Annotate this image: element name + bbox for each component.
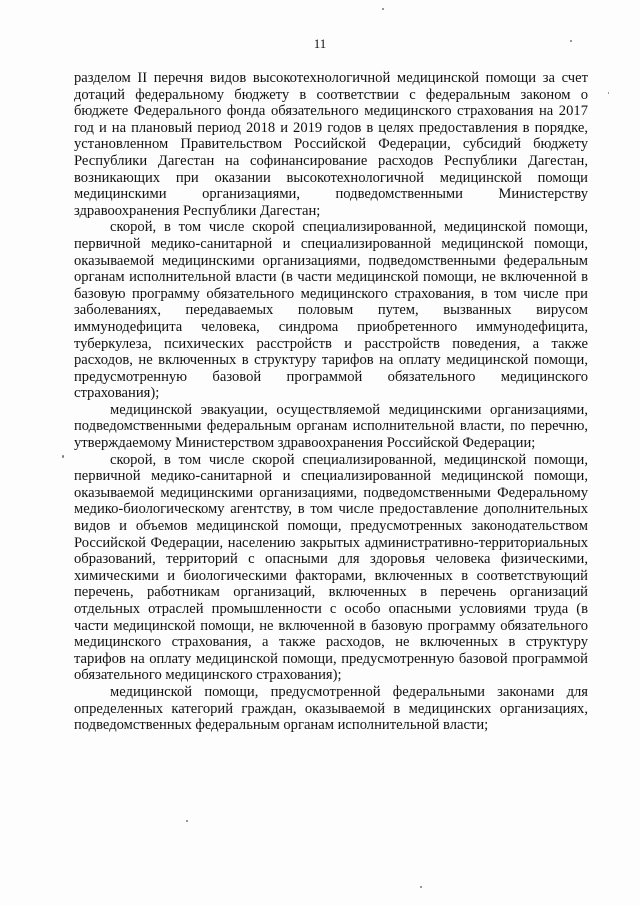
scan-speck [570, 40, 572, 42]
paragraph-medical-evacuation: медицинской эвакуации, осуществляемой медицинскими организациями, подведомственными федеральным органам исполнительной власти, по перечню, утверждаемому Министерством здравоохранения Российской Федерации; [74, 401, 588, 452]
scan-speck [420, 886, 422, 888]
paragraph-ambulance-federal: скорой, в том числе скорой специализированной, медицинской помощи, первичной медико-санитарной и специализированной медицинской помощи, оказываемой медицинскими организациями, подведомственными федеральным органам исполнительной власти (в части медицинской помощи, не включенной в базовую программу обязательного медицинского страхования, в том числе при заболеваниях, передаваемых половым путем, вызванных вирусом иммунодефицита человека, синдрома приобретенного иммунодефицита, туберкулеза, психических расстройств и расстройств поведения, а также расходов, не включенных в структуру тарифов на оплату медицинской помощи, предусмотренную базовой программой обязательного медицинского страхования); [74, 219, 588, 402]
scan-speck [186, 820, 188, 822]
document-body [74, 70, 588, 734]
page-number: 11 [313, 36, 327, 51]
paragraph-fmba: скорой, в том числе скорой специализированной, медицинской помощи, первичной медико-санитарной и специализированной медицинской помощи, оказываемой медицинскими организациями, подведомственными Федеральному медико-биологическому агентству, в том числе предоставление дополнительных видов и объемов медицинской помощи, предусмотренных законодательством Российской Федерации, населению закрытых административно-территориальных образований, территорий с опасными для здоровья человека физическими, химическими и биологическими факторами, включенных в соответствующий перечень, работникам организаций, включенных в перечень организаций отдельных отраслей промышленности с особо опасными условиями труда (в части медицинской помощи, не включенной в базовую программу обязательного медицинского страхования, а также расходов, не включенных в структуру тарифов на оплату медицинской помощи, предусмотренную базовой программой обязательного медицинского страхования); [74, 451, 588, 684]
scan-speck [608, 92, 609, 94]
paragraph-federal-laws: медицинской помощи, предусмотренной федеральными законами для определенных категорий граждан, оказываемой в медицинских организациях, подведомственных федеральным органам исполнительной власти; [74, 683, 588, 734]
paragraph-continuation: разделом II перечня видов высокотехнологичной медицинской помощи за счет дотаций федеральному бюджету в соответствии с федеральным законом о бюджете Федерального фонда обязательного медицинского страхования на 2017 год и на плановый период 2018 и 2019 годов в целях предоставления в порядке, установленном Правительством Российской Федерации, субсидий бюджету Республики Дагестан на софинансирование расходов Республики Дагестан, возникающих при оказании высокотехнологичной медицинской помощи медицинскими организациями, подведомственными Министерству здравоохранения Республики Дагестан; [74, 70, 588, 219]
scan-speck [382, 8, 384, 10]
scan-speck [62, 455, 64, 458]
